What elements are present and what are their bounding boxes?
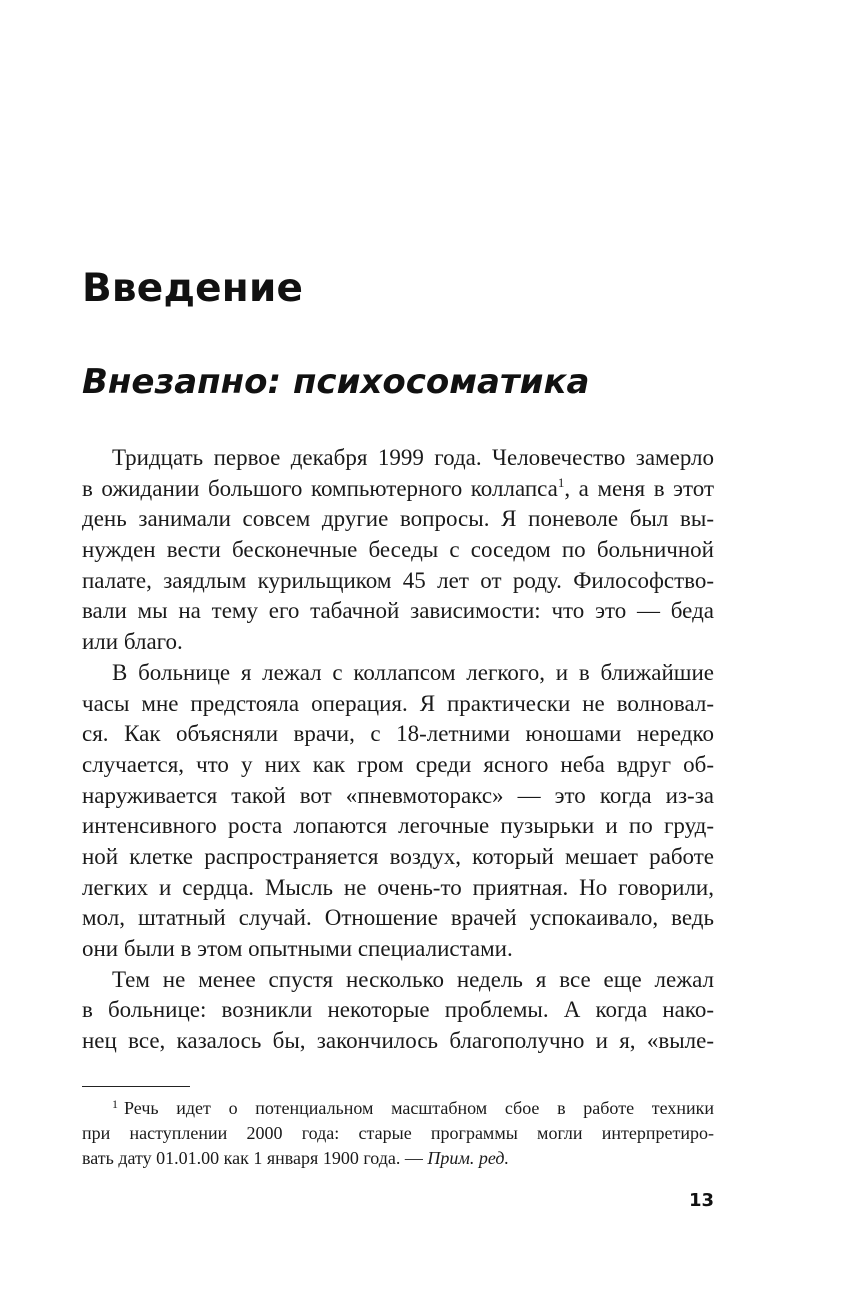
text-line: интенсивного роста лопаются легочные пузырьки и по груд- [82, 813, 714, 839]
text-line [82, 474, 714, 505]
text-line: Тем не менее спустя несколько недель я все еще лежал [112, 966, 714, 992]
text-line: день занимали совсем другие вопросы. Я поневоле был вы- [82, 506, 714, 532]
text-line: ся. Как объясняли врачи, с 18-летними юношами нередко [82, 721, 714, 747]
text-line: Тридцать первое декабря 1999 года. Человечество замерло [112, 445, 714, 470]
text-line: легких и сердца. Мысль не очень-то приятная. Но говорили, [82, 874, 714, 900]
section-title: Внезапно: психосоматика [82, 362, 590, 402]
editor-note-tag: Прим. ред. [427, 1148, 510, 1168]
text-line: вали мы на тему его табачной зависимости: что это — беда [82, 598, 714, 624]
text-line: в больнице: возникли некоторые проблемы. А когда нако- [82, 997, 714, 1023]
footnote-divider [82, 1086, 190, 1087]
page-number: 13 [688, 1190, 714, 1211]
footnote-line [82, 1096, 714, 1121]
text-fragment: в ожидании большого компьютерного коллапса [82, 475, 558, 501]
text-line: мол, штатный случай. Отношение врачей успокаивало, ведь [82, 905, 714, 931]
text-line: палате, заядлым курильщиком 45 лет от роду. Философство- [82, 567, 714, 593]
text-line: они были в этом опытными специалистами. [82, 936, 513, 961]
text-line: ной клетке распространяется воздух, который мешает работе [82, 843, 714, 869]
text-line: нужден вести бесконечные беседы с соседом по больничной [82, 537, 714, 563]
text-line: нец все, казалось бы, закончилось благополучно и я, «выле- [82, 1028, 714, 1054]
text-line: часы мне предстояла операция. Я практически не волновал- [82, 690, 714, 716]
text-fragment: вать дату 01.01.00 как 1 января 1900 года. — [82, 1148, 428, 1168]
footnote-line: при наступлении 2000 года: старые программы могли интерпретиро- [82, 1123, 714, 1143]
text-line: случается, что у них как гром среди ясного неба вдруг об- [82, 751, 714, 777]
chapter-title: Введение [82, 266, 304, 311]
text-line: наруживается такой вот «пневмоторакс» — это когда из-за [82, 782, 714, 808]
footnote [82, 1096, 714, 1171]
footnote-reference: 1 [557, 474, 565, 490]
text-fragment: Речь идет о потенциальном масштабном сбое в работе техники [124, 1098, 714, 1118]
footnote-number: 1 [112, 1097, 118, 1111]
body-text [82, 443, 714, 1057]
text-line: или благо. [82, 629, 183, 655]
text-line: В больнице я лежал с коллапсом легкого, и в ближайшие [112, 659, 714, 685]
text-fragment: , а меня в этот [564, 475, 714, 501]
footnote-line [82, 1146, 714, 1171]
